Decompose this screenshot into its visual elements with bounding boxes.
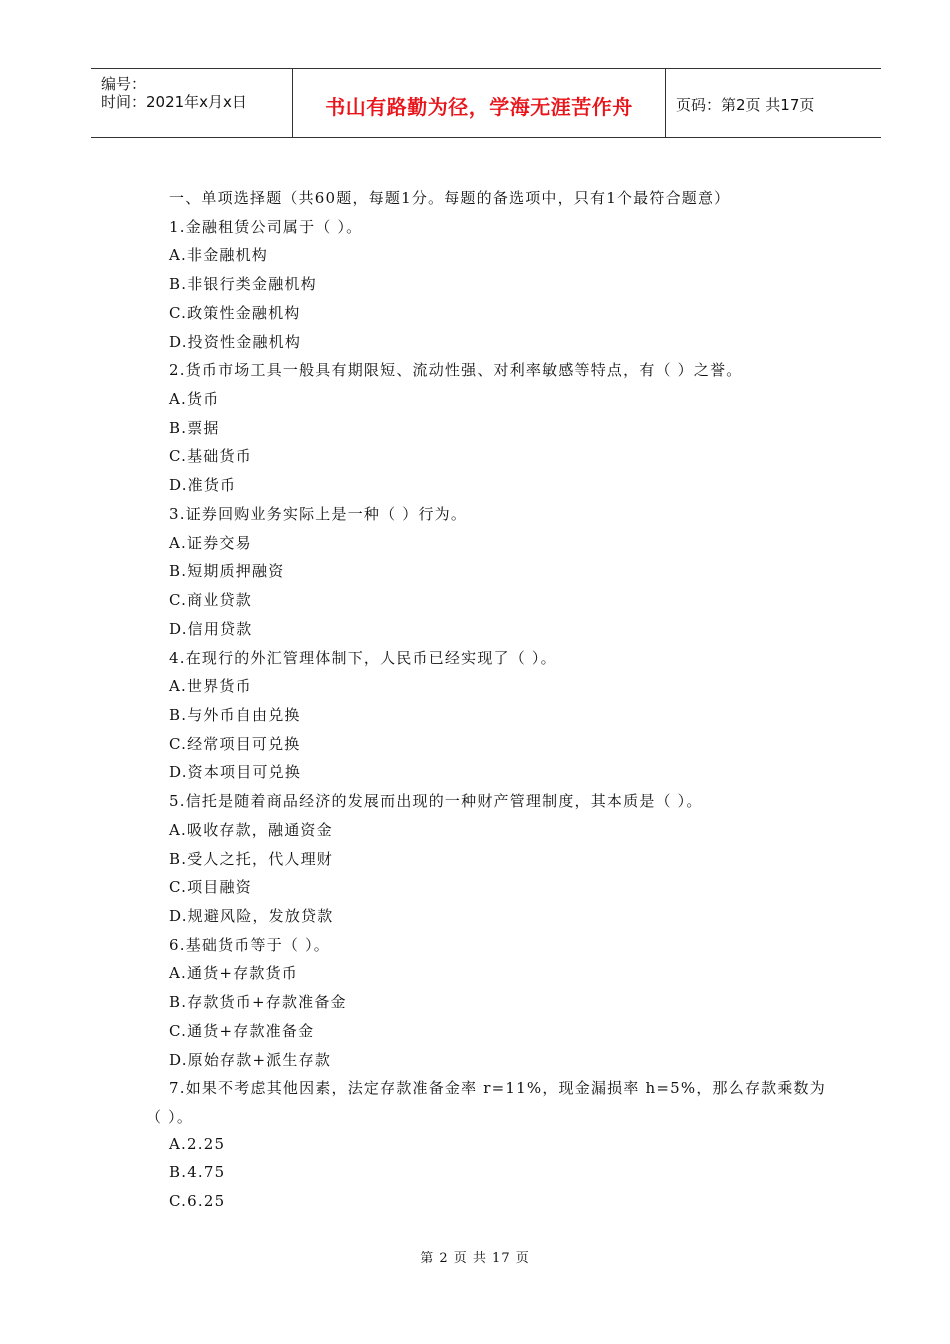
text-line: 2.货币市场工具一般具有期限短、流动性强、对利率敏感等特点，有（ ）之誉。 — [169, 361, 743, 380]
serial-label: 编号： — [101, 75, 147, 93]
text-line: B.4.75 — [169, 1163, 226, 1182]
text-line: B.短期质押融资 — [169, 562, 285, 581]
text-line: A.2.25 — [169, 1134, 226, 1153]
header-page-cell — [666, 69, 881, 137]
text-line: B.票据 — [169, 418, 220, 437]
text-line: D.原始存款+派生存款 — [169, 1050, 332, 1069]
text-line: A.世界货币 — [169, 677, 252, 696]
page-info: 页码：第2页 共17页 — [676, 96, 815, 114]
header-meta-cell — [91, 69, 291, 137]
text-line: C.6.25 — [169, 1192, 226, 1211]
page-footer: 第 2 页 共 17 页 — [420, 1251, 530, 1266]
motto-text: 书山有路勤为径，学海无涯苦作舟 — [325, 95, 633, 119]
page-header — [91, 68, 881, 138]
text-line: D.信用贷款 — [169, 619, 253, 638]
text-line: A.证券交易 — [169, 533, 252, 552]
text-line: B.与外币自由兑换 — [169, 705, 301, 724]
text-line: D.规避风险，发放贷款 — [169, 907, 334, 925]
text-line: 3.证券回购业务实际上是一种（ ）行为。 — [169, 504, 468, 523]
text-line: （ ）。 — [146, 1108, 194, 1127]
text-line: A.非金融机构 — [169, 246, 269, 265]
text-line: 一、单项选择题（共60题，每题1分。每题的备选项中，只有1个最符合题意） — [169, 189, 731, 207]
text-line: C.商业贷款 — [169, 591, 252, 610]
text-line: D.投资性金融机构 — [169, 332, 302, 351]
text-line: 7.如果不考虑其他因素，法定存款准备金率 r=11%，现金漏损率 h=5%，那么存款乘数为 — [169, 1079, 826, 1098]
time-label: 时间：2021年x月x日 — [101, 93, 247, 111]
text-line: D.资本项目可兑换 — [169, 763, 302, 782]
text-line: 5.信托是随着商品经济的发展而出现的一种财产管理制度，其本质是（ ）。 — [169, 792, 703, 811]
text-line: C.政策性金融机构 — [169, 303, 301, 322]
text-line: A.通货+存款货币 — [169, 964, 298, 983]
text-line: B.存款货币+存款准备金 — [169, 993, 347, 1012]
text-line: C.项目融资 — [169, 878, 252, 897]
header-motto-cell — [292, 69, 666, 137]
text-line: D.准货币 — [169, 476, 237, 495]
text-line: C.通货+存款准备金 — [169, 1021, 315, 1040]
text-line: 4.在现行的外汇管理体制下，人民币已经实现了（ ）。 — [169, 648, 557, 667]
text-line: B.非银行类金融机构 — [169, 275, 317, 294]
text-line: 6.基础货币等于（ ）。 — [169, 935, 330, 954]
text-line: C.基础货币 — [169, 447, 252, 466]
text-line: A.吸收存款，融通资金 — [169, 820, 333, 839]
text-line: B.受人之托，代人理财 — [169, 849, 333, 868]
text-line: A.货币 — [169, 390, 220, 409]
text-line: C.经常项目可兑换 — [169, 734, 301, 753]
text-line: 1.金融租赁公司属于（ ）。 — [169, 217, 363, 236]
